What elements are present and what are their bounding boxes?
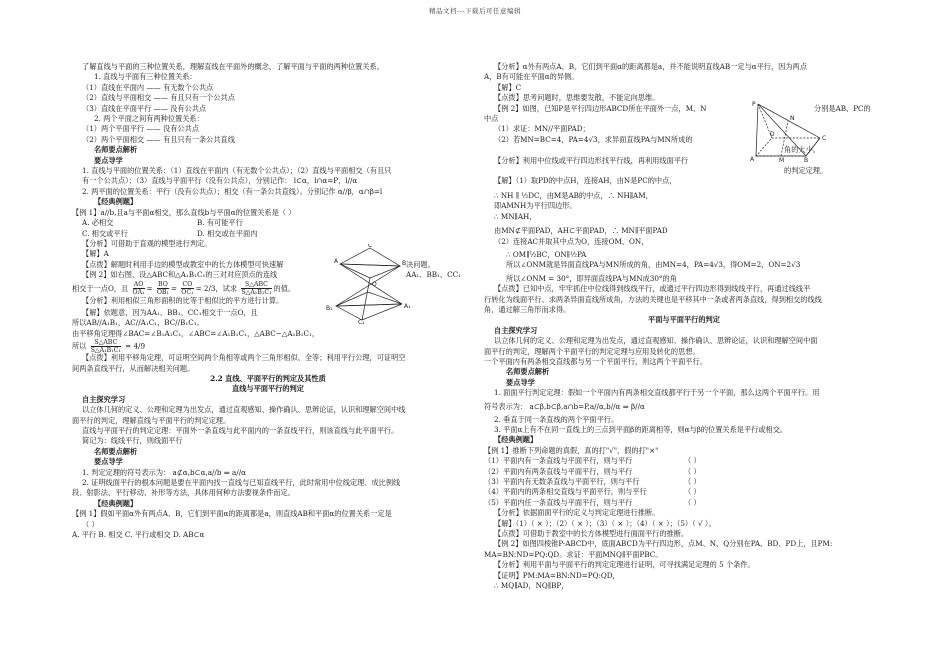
proof-line: ∴ MQ∥AD，NQ∥BP， bbox=[494, 581, 569, 591]
area-fraction: $\frac{\text{S△ABC}}{\text{S△A₁B₁C₁}}$ bbox=[241, 281, 272, 296]
pyramid-figure bbox=[748, 100, 828, 162]
theorem-symbol: a⊄α,b⊂α,a//b ⇒ a//α bbox=[172, 467, 247, 477]
section-heading: 2. 两个平面之间有两种位置关系： bbox=[94, 114, 204, 124]
label-n: N bbox=[790, 115, 795, 122]
analysis: 【分析】依据面面平行的定义与判定定理进行推断。 bbox=[494, 508, 660, 518]
analysis-cont: 的判定定理。 bbox=[784, 166, 828, 176]
label-c: C bbox=[368, 244, 373, 249]
subheading: 名师要点解析 bbox=[94, 446, 138, 456]
paragraph: 2. 两平面的位置关系：平行（没有公共点）；相交（有一条公共直线）。分别记作 α//β，α∩β=l bbox=[82, 186, 383, 196]
solution-line: ∴ MN∥AH， bbox=[494, 211, 537, 221]
example-cont: MA=BN:ND=PQ:QD。求证：平面MNQ∥平面PBC。 bbox=[484, 549, 663, 559]
example-2b: 【例 2】如图四棱锥P-ABCD中，底面ABCD为平行四边形，点M、N、Q分别在PA、BD、PD上，且PM: bbox=[494, 539, 833, 549]
judge-item: （2）平面内有两条直线与平面平行，则与平行 （ ） bbox=[484, 466, 701, 476]
subheading: 名师要点解析 bbox=[506, 367, 550, 377]
solution-line: （2）连接AC并取其中点为O，连接OM、ON， bbox=[494, 236, 649, 246]
answer: 【解】（1）（ × ）；（2）（ × ）；（3）（ × ）；（4）（ × ）；（5）（ √ ）。 bbox=[494, 518, 716, 528]
analysis: 【分析】利用中位线或平行四边形找平行线，再利用线面平行 bbox=[494, 155, 689, 165]
tip-cont: 行转化为线面平行。求两条异面直线所成角，方法的关键也是平移其中一条或者两条直线，得到相交的线线 bbox=[484, 294, 822, 304]
ratio-fraction: $\frac{AO}{\text{OA₁}}$ bbox=[132, 281, 145, 296]
choices-row bbox=[72, 218, 312, 228]
paragraph: 一个平面内有两条相交直线都与另一个平面平行，则这两个平面平行。 bbox=[484, 356, 707, 366]
paragraph: 以立体几何的定义、公理和定理为出发点，通过直观感知、操作确认、思辨论证，认识和理解空间中线 bbox=[82, 405, 406, 415]
solution-line: 所以∠ONM就是异面直线PA与MN所成的角，由MN=4，PA=4√3，得OM=2，ON=2√3 bbox=[506, 260, 801, 270]
judge-item: （1）平面内有一条直线与平面平行，则与平行 （ ） bbox=[484, 456, 701, 466]
analysis: 【分析】利用相似三角形面积的比等于相似比的平方进行计算。 bbox=[82, 295, 284, 305]
analysis: 【分析】可借助于直观的模型进行判定。 bbox=[82, 238, 212, 248]
paragraph: 3. 平面α上有不在同一直线上的三点到平面β的距离相等，则α与β的位置关系是平行或相交。 bbox=[494, 425, 788, 434]
solution: 【解】（1）取PD的中点H，连接AH，由N是PC的中点， bbox=[494, 176, 677, 186]
subheading: 名师要点解析 bbox=[94, 145, 138, 155]
choices-row bbox=[72, 229, 312, 239]
notation-1: l⊂α，l∩α=P，l//α bbox=[293, 176, 358, 186]
paragraph: 1. 判定定理的符号表示为： a⊄α,b⊂α,a//b ⇒ a//α bbox=[82, 467, 247, 477]
label-c1: C₁ bbox=[358, 319, 365, 324]
tip-cont: 角，通过解三角形而求得。 bbox=[484, 304, 571, 314]
solution-line: ∴ OM∥½BC，ON∥½PA bbox=[506, 249, 587, 259]
proof: 【证明】PM:MA=BN:ND=PQ:QD， bbox=[494, 570, 620, 580]
label-b: B bbox=[804, 157, 809, 162]
theorem-symbol: a⊂β,b⊂β,a∩b=P,a//α,b//α ⇒ β//α bbox=[529, 401, 645, 411]
solution-line: 由MN⊄平面PAD，AH⊂平面PAD，∴ MN∥平面PAD bbox=[494, 226, 668, 236]
label-a: A bbox=[750, 156, 755, 162]
paragraph: 2. 证明线面平行的根本问题是要在平面内找一直线与已知直线平行，此时常用中位线定理、成比例线 bbox=[82, 478, 401, 488]
example-1b: 【例 1】假如平面α外有两点A、B，它们到平面α的距离都是a，则直线AB和平面α的位置关系一定是 bbox=[72, 509, 392, 519]
label-d: D bbox=[770, 131, 775, 138]
subheading: 要点导学 bbox=[94, 155, 123, 165]
ratio-line: 相交于一点O，且 $\frac{AO}{\text{OA₁}}$ = $\frac{BO}{\text{OB₁}}$ = $\frac{CO}{\text{OC₁}} = 2/3$，试求 $\frac{\text{S△ABC}}{\text{S△A₁B₁C₁}}$ 的值。 bbox=[72, 281, 296, 296]
paragraph: 以立体几何的定义、公理和定理为出发点，通过直观感知、操作确认、思辨论证，认识和理解空间中面 bbox=[494, 336, 818, 346]
paragraph: 面平行的判定，理解直线与平面平行的判定定理。 bbox=[72, 415, 231, 425]
example-2: 【例 2】如图，已知P是平行四边形ABCD所在平面外一点，M、N 分别是AB、PC的 bbox=[494, 103, 871, 113]
list-item: （1）直线在平面内 —— 有无数个公共点 bbox=[82, 82, 214, 92]
section-title: 2.2 直线、平面平行的判定及其性质 bbox=[210, 373, 326, 383]
label-c: C bbox=[822, 135, 827, 142]
solution: 【解】依题意，因为AA₁、BB₁、CC₁相交于一点O，且 bbox=[82, 307, 258, 317]
choice-d: D. 相交或在平面内 bbox=[197, 228, 258, 238]
choice-a: A. 必相交 bbox=[82, 218, 114, 228]
analysis: 【分析】利用平面与平面平行的判定定理进行证明，可寻找满足定理的 5 个条件。 bbox=[494, 560, 755, 570]
solution-line: 所以 $\frac{\text{S△ABC}}{\text{S△A₁B₁C₁}} = 4/9$ bbox=[72, 339, 146, 354]
paragraph: 面平行的判定，理解两个平面平行的判定定理与应用及转化的思想。 bbox=[484, 346, 700, 356]
paragraph: 1. 面面平行判定定理：假如一个平面内有两条相交直线都平行于另一个平面，那么这两个平面平行。用 bbox=[494, 388, 820, 398]
solution-line: 所以∠ONM = 30°，即异面直线PA与MN成30°的角 bbox=[506, 273, 677, 283]
choice-b: B. 有可能平行 bbox=[197, 218, 243, 228]
answer-parens: （ ） bbox=[82, 519, 99, 529]
subheading: 【经典例题】 bbox=[94, 197, 138, 207]
paragraph: 符号表示为： a⊂β,b⊂β,a∩b=P,a//α,b//α ⇒ β//α bbox=[484, 401, 645, 411]
question-1: （1）求证：MN//平面PAD； bbox=[494, 124, 590, 134]
paragraph: 简记为：线线平行，则线面平行 bbox=[82, 436, 183, 446]
tip: 【点拨】思考问题时，思维要发散，不能定向思维。 bbox=[494, 93, 660, 103]
judge-item: （3）平面内有无数条直线与平面平行，则与平行 （ ） bbox=[484, 477, 701, 487]
answer: 【解】A bbox=[82, 249, 109, 259]
label-p: P bbox=[752, 101, 756, 108]
page-header: 精品文档---下载后可任意编辑 bbox=[428, 7, 522, 15]
analysis-cont: A，B有可能在平面α的异侧。 bbox=[484, 72, 579, 82]
tip: 【点拨】利用平移角定理，可证明空间两个角相等或两个三角形相似、全等；利用平行公理，可证明空 bbox=[82, 353, 406, 363]
subheading: 要点导学 bbox=[506, 377, 535, 387]
label-a: A bbox=[334, 258, 339, 265]
question-cont: 角的大小。 bbox=[784, 145, 820, 155]
list-item: （1）两个平面平行 —— 没有公共点 bbox=[82, 124, 199, 134]
answer: 【解】C bbox=[494, 82, 522, 92]
paragraph: 段、射影法、平行移动、补形等方法，具体用何种方法要视条件而定。 bbox=[72, 488, 295, 498]
choices: A. 平行 B. 相交 C. 平行或相交 D. AB⊂α bbox=[72, 530, 205, 540]
list-item: （3）直线在平面平行 —— 没有公共点 bbox=[82, 103, 207, 113]
solution-line: 即AMNH为平行四边形。 bbox=[494, 201, 577, 211]
paragraph: 1. 直线与平面的位置关系：（1）直线在平面内（有无数个公共点）；（2）直线与平面相交（有且只 bbox=[82, 166, 392, 176]
label-b: B bbox=[402, 260, 407, 267]
subheading: 自主探究学习 bbox=[82, 394, 126, 404]
subheading: 要点导学 bbox=[94, 457, 123, 467]
example-1: 【例 1】a//b,且a与平面α相交，那么直线b与平面α的位置关系是（ ） bbox=[72, 207, 296, 217]
paragraph: 2. 垂直于同一条直线的两个平面平行。 bbox=[494, 414, 619, 424]
judge-item: （5）平面内任一条直线与平面平行，则与平行 （ ） bbox=[484, 497, 701, 507]
section-heading: 1. 直线与平面有三种位置关系： bbox=[94, 72, 197, 82]
tip: 【点拨】解题时利用手边的模型或教室中的长方体模型可快速解 决问题。 bbox=[82, 259, 435, 269]
subheading: 【经典例题】 bbox=[94, 498, 138, 508]
section-title: 平面与平面平行的判定 bbox=[648, 315, 720, 325]
analysis: 【分析】α外有两点A、B，它们到平面α的距离都是a，并不能说明直线AB一定与α平行，因为两点 bbox=[494, 62, 807, 71]
solution-line: 所以AB//A₁B₁，AC//A₁C₁，BC//B₁C₁。 bbox=[72, 318, 204, 328]
label-b1: B₁ bbox=[326, 305, 333, 312]
solution-line: ∴ NH ∥ ½DC，由M是AB的中点，∴ NH∥AM， bbox=[494, 190, 653, 200]
solution-line: 由平移角定理得∠BAC=∠B₁A₁C₁，∠ABC=∠A₁B₁C₁，△ABC∽△A₁B₁C₁， bbox=[72, 328, 320, 338]
judge-item: （4）平面内的两条相交直线与平面平行，则与平行 （ ） bbox=[484, 487, 701, 497]
tip: 【点拨】可借助于教室中的长方体模型进行面面平行的推断。 bbox=[494, 529, 689, 539]
label-o: O bbox=[372, 281, 377, 288]
list-item: （2）两个平面相交 —— 有且只有一条公共直线 bbox=[82, 134, 235, 144]
list-item: （2）直线与平面相交 —— 有且只有一个公共点 bbox=[82, 93, 235, 103]
question-2: （2）若MN=BC=4，PA=4√3，求异面直线PA与MN所成的 bbox=[494, 134, 693, 144]
subheading: 【经典例题】 bbox=[494, 435, 538, 445]
paragraph: 有一个公共点）；（3）直线与平面平行（没有公共点），分别记作： l⊂α，l∩α=P，l//α bbox=[82, 176, 358, 186]
choice-c: C. 相交或平行 bbox=[82, 228, 128, 238]
triangles-figure bbox=[322, 244, 412, 324]
subheading: 自主探究学习 bbox=[494, 325, 538, 335]
label-m: M bbox=[779, 157, 785, 162]
label-a1: A₁ bbox=[404, 303, 411, 310]
example-2: 【例 2】如右图，设△ABC和△A₁B₁C₁的三对对应顶点的连线 AA₁、BB₁、CC₁ bbox=[82, 270, 461, 280]
notation-2: α//β，α∩β=l bbox=[337, 186, 383, 196]
paragraph: 中点 bbox=[484, 114, 499, 124]
tip: 【点拨】已知中点，牢牢抓住中位线得到线线平行，或通过平行四边形得到线线平行，再通过线线平 bbox=[494, 284, 811, 294]
section-subtitle: 直线与平面平行的判定 bbox=[232, 384, 304, 394]
paragraph: 直线与平面平行的判定定理：平面外一条直线与此平面内的一条直线平行，则该直线与此平面平行。 bbox=[82, 426, 399, 435]
example-1: 【例 1】推断下列命题的真假，真的打"√"，假的打"×" bbox=[484, 445, 659, 455]
tip-cont: 间两条直线平行，从而解决相关问题。 bbox=[72, 363, 195, 373]
intro-text: 了解直线与平面的三种位置关系，理解直线在平面外的概念，了解平面与平面的两种位置关系。 bbox=[82, 62, 384, 71]
